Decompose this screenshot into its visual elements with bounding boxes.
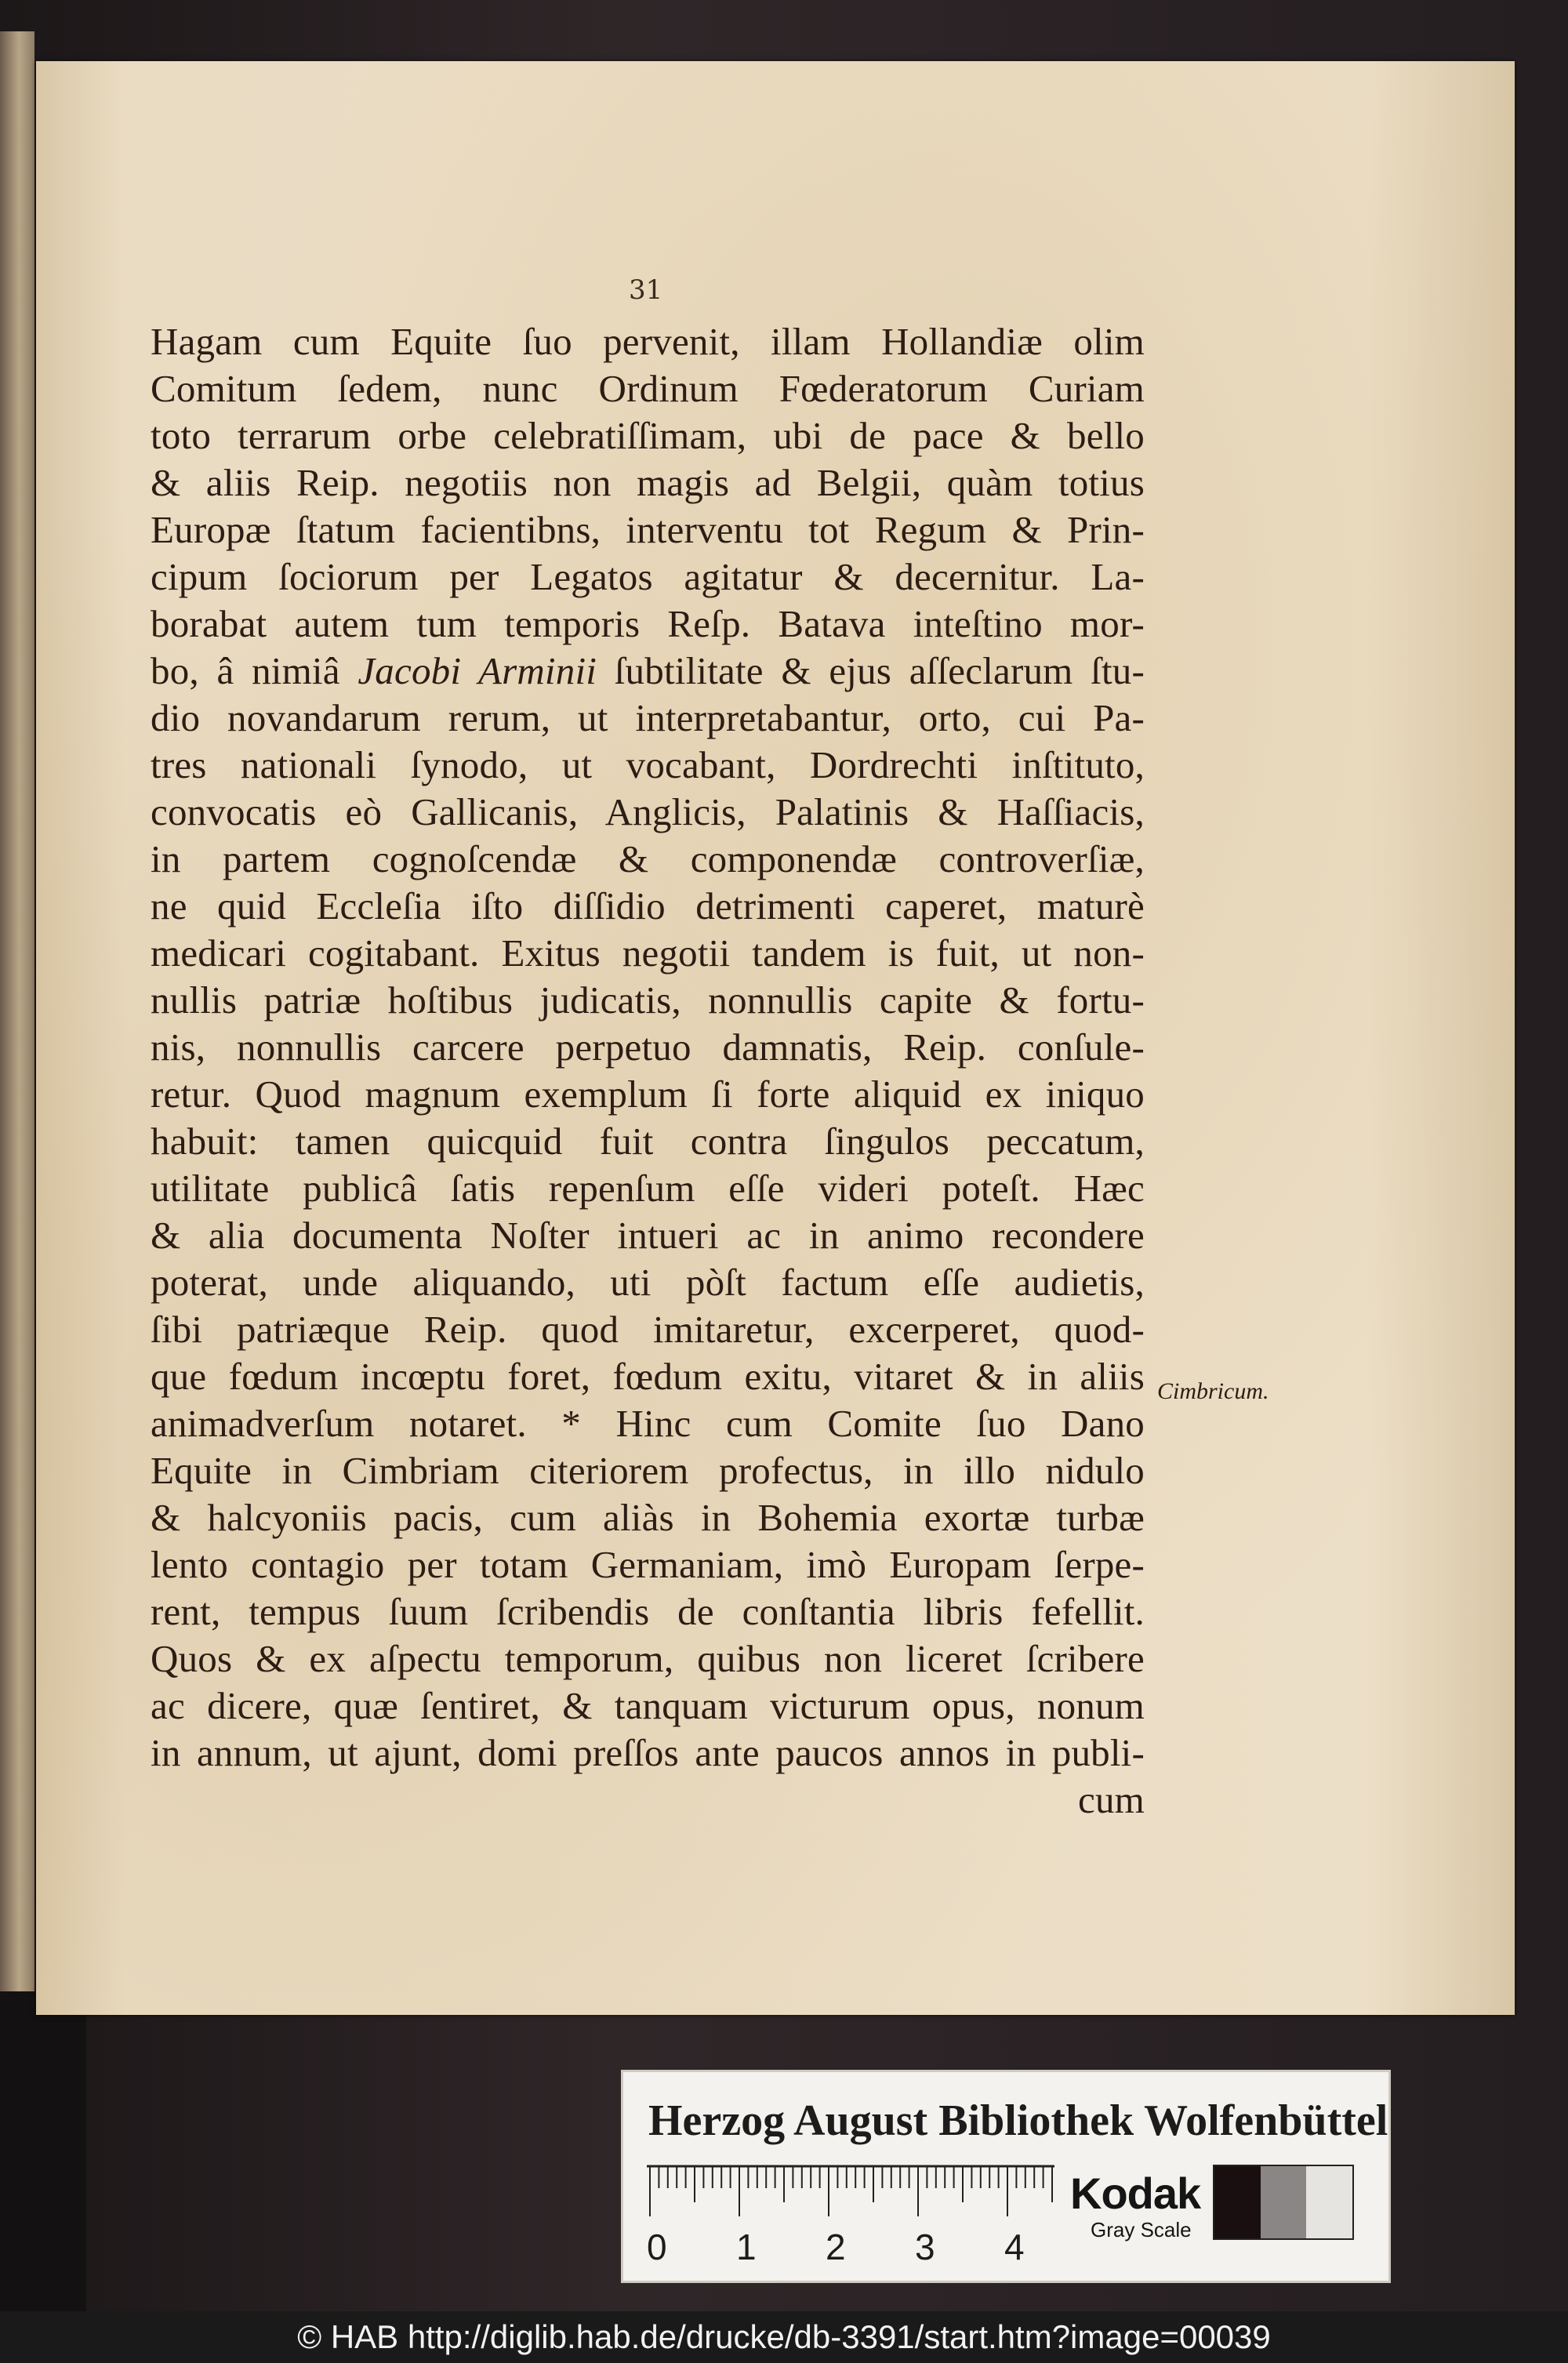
- text-line: Comitum ſedem, nunc Ordinum Fœderatorum Curiam: [151, 367, 1145, 410]
- text-line: utilitate publicâ ſatis repenſum eſſe videri poteſt. Hæc: [151, 1167, 1145, 1210]
- color-calibration-card: [621, 2070, 1391, 2283]
- ruler-number: 2: [826, 2227, 846, 2267]
- text-line: & halcyoniis pacis, cum aliàs in Bohemia exortæ turbæ: [151, 1496, 1145, 1539]
- text-line: medicari cogitabant. Exitus negotii tandem is fuit, ut non-: [151, 931, 1145, 975]
- gray-patch-dark: [1214, 2166, 1261, 2238]
- text-line: nis, nonnullis carcere perpetuo damnatis, Reip. conſule-: [151, 1025, 1145, 1069]
- page-number: 31: [629, 274, 663, 306]
- ruler-number: 1: [736, 2227, 757, 2267]
- ruler-number: 3: [915, 2227, 935, 2267]
- text-line: toto terrarum orbe celebratiſſimam, ubi de pace & bello: [151, 414, 1145, 457]
- text-line: convocatis eò Gallicanis, Anglicis, Palatinis & Haſſiacis,: [151, 790, 1145, 833]
- text-line: retur. Quod magnum exemplum ſi forte aliquid ex iniquo: [151, 1073, 1145, 1116]
- text-line: in partem cognoſcendæ & componendæ controverſiæ,: [151, 837, 1145, 880]
- text-line: in annum, ut ajunt, domi preſſos ante paucos annos in publi-: [151, 1731, 1145, 1774]
- previous-page-edge: [0, 31, 34, 1991]
- text-line: rent, tempus ſuum ſcribendis de conſtantia libris fefellit.: [151, 1590, 1145, 1633]
- ruler-scale: [647, 2165, 1054, 2220]
- institution-name: Herzog August Bibliothek Wolfenbüttel: [648, 2096, 1388, 2145]
- text-line: & aliis Reip. negotiis non magis ad Belgii, quàm totius: [151, 461, 1145, 504]
- text-line: Equite in Cimbriam citeriorem profectus, in illo nidulo: [151, 1449, 1145, 1492]
- text-line: ac dicere, quæ ſentiret, & tanquam victurum opus, nonum: [151, 1684, 1145, 1727]
- text-line: cipum ſociorum per Legatos agitatur & decernitur. La-: [151, 555, 1145, 598]
- book-binding: [0, 1991, 86, 2311]
- text-line: Hagam cum Equite ſuo pervenit, illam Hollandiæ olim: [151, 320, 1145, 363]
- text-line: & alia documenta Noſter intueri ac in animo recondere: [151, 1214, 1145, 1257]
- ruler-number: 4: [1004, 2227, 1025, 2267]
- text-line: borabat autem tum temporis Reſp. Batava inteſtino mor-: [151, 602, 1145, 645]
- text-line: bo, â nimiâ Jacobi Arminii ſubtilitate & ejus aſſeclarum ſtu-: [151, 649, 1145, 692]
- text-line: ſibi patriæque Reip. quod imitaretur, excerperet, quod-: [151, 1308, 1145, 1351]
- gray-patch-light: [1306, 2166, 1352, 2238]
- italic-name: Jacobi Arminii: [358, 649, 597, 692]
- text-line: que fœdum incœptu foret, fœdum exitu, vitaret & in aliis: [151, 1355, 1145, 1398]
- text-line: tres nationali ſynodo, ut vocabant, Dordrechti inſtituto,: [151, 743, 1145, 786]
- text-line: poterat, unde aliquando, uti pòſt factum eſſe audietis,: [151, 1261, 1145, 1304]
- book-page: [36, 61, 1515, 2015]
- ruler-number: 0: [647, 2227, 667, 2267]
- text-line: animadverſum notaret. * Hinc cum Comite ſuo Dano: [151, 1402, 1145, 1445]
- kodak-logo-text: Kodak: [1070, 2169, 1201, 2218]
- ruler-labels: [647, 2226, 1086, 2270]
- gray-scale-label: Gray Scale: [1091, 2218, 1192, 2241]
- page-body-text: [151, 318, 1145, 1824]
- gray-scale-patches: [1213, 2165, 1354, 2240]
- text-line: ne quid Eccleſia iſto diſſidio detrimenti caperet, maturè: [151, 884, 1145, 927]
- text-line: nullis patriæ hoſtibus judicatis, nonnullis capite & fortu-: [151, 978, 1145, 1022]
- copyright-footer: © HAB http://diglib.hab.de/drucke/db-3391/start.htm?image=00039: [0, 2311, 1568, 2363]
- catchword: cum: [1078, 1778, 1145, 1821]
- marginal-note: Cimbricum.: [1157, 1378, 1269, 1404]
- text-line: habuit: tamen quicquid fuit contra ſingulos peccatum,: [151, 1120, 1145, 1163]
- text-line: lento contagio per totam Germaniam, imò Europam ſerpe-: [151, 1543, 1145, 1586]
- text-line: dio novandarum rerum, ut interpretabantur, orto, cui Pa-: [151, 696, 1145, 739]
- gray-patch-mid: [1261, 2166, 1307, 2238]
- text-line: Quos & ex aſpectu temporum, quibus non liceret ſcribere: [151, 1637, 1145, 1680]
- text-line: Europæ ſtatum facientibns, interventu tot Regum & Prin-: [151, 508, 1145, 551]
